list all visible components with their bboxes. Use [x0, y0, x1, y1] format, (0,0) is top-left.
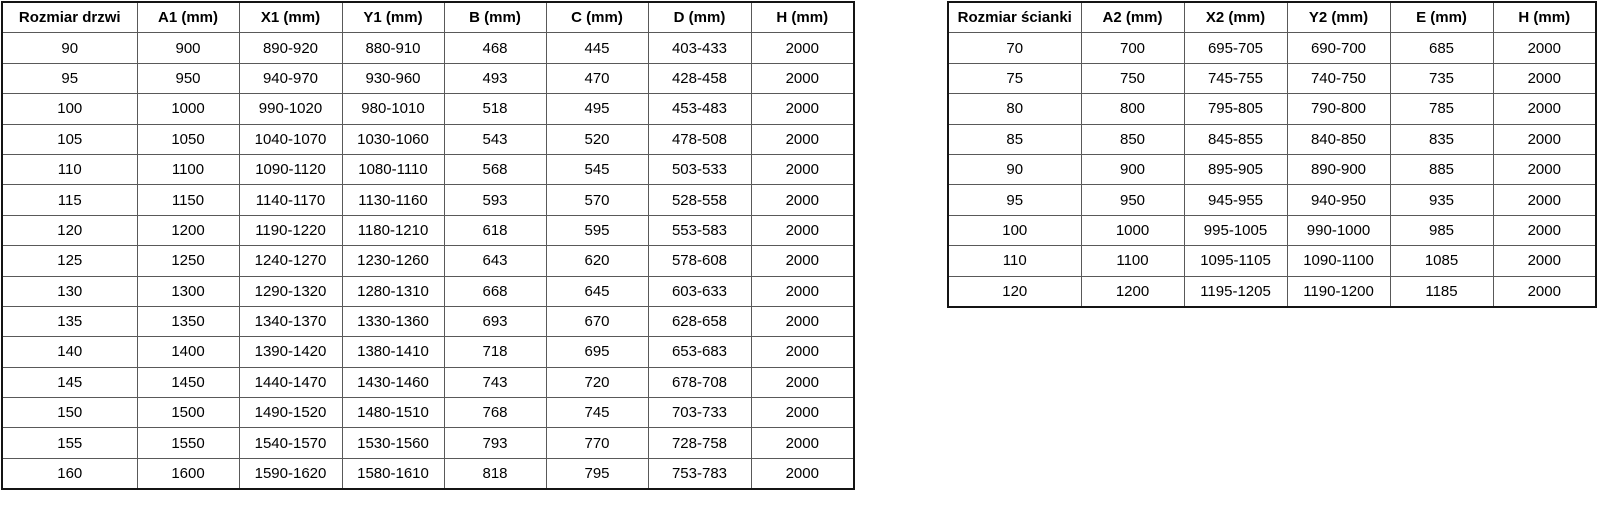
- table-cell: 95: [2, 63, 137, 93]
- table-cell: 470: [546, 63, 648, 93]
- table-cell: 1390-1420: [239, 337, 342, 367]
- table-cell: 545: [546, 154, 648, 184]
- table-cell: 1380-1410: [342, 337, 444, 367]
- table-cell: 2000: [751, 215, 854, 245]
- table-cell: 150: [2, 398, 137, 428]
- table-row: [948, 215, 1596, 245]
- table-cell: 1130-1160: [342, 185, 444, 215]
- table-row: [2, 33, 854, 63]
- table-cell: 495: [546, 94, 648, 124]
- table-cell: 945-955: [1184, 185, 1287, 215]
- table-cell: 110: [2, 154, 137, 184]
- table-cell: 1200: [1081, 276, 1184, 307]
- table-cell: 2000: [751, 276, 854, 306]
- table-cell: 1085: [1390, 246, 1493, 276]
- door-table-header-row: [2, 2, 854, 33]
- table-cell: 120: [2, 215, 137, 245]
- table-row: [948, 63, 1596, 93]
- column-header-y2: Y2 (mm): [1287, 2, 1390, 33]
- table-cell: 1550: [137, 428, 239, 458]
- table-cell: 2000: [751, 367, 854, 397]
- table-cell: 693: [444, 306, 546, 336]
- table-cell: 880-910: [342, 33, 444, 63]
- table-cell: 1190-1200: [1287, 276, 1390, 307]
- table-cell: 2000: [751, 398, 854, 428]
- table-cell: 595: [546, 215, 648, 245]
- column-header-b: B (mm): [444, 2, 546, 33]
- table-cell: 890-900: [1287, 154, 1390, 184]
- table-cell: 2000: [1493, 33, 1596, 63]
- table-row: [948, 124, 1596, 154]
- table-row: [2, 428, 854, 458]
- table-cell: 1000: [137, 94, 239, 124]
- table-cell: 135: [2, 306, 137, 336]
- table-cell: 950: [137, 63, 239, 93]
- table-cell: 1500: [137, 398, 239, 428]
- table-cell: 155: [2, 428, 137, 458]
- table-cell: 1030-1060: [342, 124, 444, 154]
- table-cell: 543: [444, 124, 546, 154]
- table-cell: 1490-1520: [239, 398, 342, 428]
- table-cell: 790-800: [1287, 94, 1390, 124]
- table-row: [948, 94, 1596, 124]
- table-cell: 703-733: [648, 398, 751, 428]
- table-cell: 1190-1220: [239, 215, 342, 245]
- table-row: [948, 276, 1596, 307]
- table-cell: 1250: [137, 246, 239, 276]
- table-cell: 85: [948, 124, 1081, 154]
- table-cell: 745-755: [1184, 63, 1287, 93]
- table-cell: 478-508: [648, 124, 751, 154]
- table-cell: 678-708: [648, 367, 751, 397]
- table-cell: 2000: [1493, 94, 1596, 124]
- table-cell: 985: [1390, 215, 1493, 245]
- column-header-c: C (mm): [546, 2, 648, 33]
- table-cell: 2000: [751, 94, 854, 124]
- table-cell: 1450: [137, 367, 239, 397]
- table-cell: 100: [2, 94, 137, 124]
- table-row: [948, 154, 1596, 184]
- column-header-h2: H (mm): [1493, 2, 1596, 33]
- table-cell: 1040-1070: [239, 124, 342, 154]
- table-cell: 1000: [1081, 215, 1184, 245]
- table-cell: 2000: [1493, 154, 1596, 184]
- table-cell: 785: [1390, 94, 1493, 124]
- table-cell: 130: [2, 276, 137, 306]
- table-row: [2, 94, 854, 124]
- table-cell: 1530-1560: [342, 428, 444, 458]
- table-cell: 518: [444, 94, 546, 124]
- table-cell: 700: [1081, 33, 1184, 63]
- table-cell: 653-683: [648, 337, 751, 367]
- table-cell: 818: [444, 458, 546, 489]
- table-cell: 990-1020: [239, 94, 342, 124]
- table-cell: 1430-1460: [342, 367, 444, 397]
- column-header-a2: A2 (mm): [1081, 2, 1184, 33]
- table-row: [2, 367, 854, 397]
- table-cell: 2000: [751, 154, 854, 184]
- table-cell: 453-483: [648, 94, 751, 124]
- table-cell: 668: [444, 276, 546, 306]
- table-cell: 140: [2, 337, 137, 367]
- table-cell: 743: [444, 367, 546, 397]
- table-cell: 1350: [137, 306, 239, 336]
- table-cell: 120: [948, 276, 1081, 307]
- table-cell: 850: [1081, 124, 1184, 154]
- table-cell: 568: [444, 154, 546, 184]
- table-cell: 1240-1270: [239, 246, 342, 276]
- table-cell: 2000: [1493, 215, 1596, 245]
- table-cell: 90: [2, 33, 137, 63]
- table-row: [948, 33, 1596, 63]
- table-cell: 1290-1320: [239, 276, 342, 306]
- wall-sizes-table: [947, 1, 1597, 308]
- table-cell: 793: [444, 428, 546, 458]
- column-header-d: D (mm): [648, 2, 751, 33]
- wall-table-header-row: [948, 2, 1596, 33]
- table-cell: 1540-1570: [239, 428, 342, 458]
- table-cell: 2000: [751, 246, 854, 276]
- table-cell: 768: [444, 398, 546, 428]
- table-cell: 2000: [751, 337, 854, 367]
- table-cell: 115: [2, 185, 137, 215]
- table-cell: 80: [948, 94, 1081, 124]
- table-cell: 593: [444, 185, 546, 215]
- table-cell: 105: [2, 124, 137, 154]
- table-cell: 1400: [137, 337, 239, 367]
- table-cell: 528-558: [648, 185, 751, 215]
- table-cell: 553-583: [648, 215, 751, 245]
- table-cell: 645: [546, 276, 648, 306]
- table-cell: 940-970: [239, 63, 342, 93]
- table-row: [2, 215, 854, 245]
- table-cell: 2000: [751, 458, 854, 489]
- door-sizes-table: [1, 1, 855, 490]
- table-cell: 750: [1081, 63, 1184, 93]
- table-cell: 753-783: [648, 458, 751, 489]
- table-cell: 520: [546, 124, 648, 154]
- table-cell: 795-805: [1184, 94, 1287, 124]
- table-cell: 950: [1081, 185, 1184, 215]
- table-cell: 145: [2, 367, 137, 397]
- table-row: [948, 246, 1596, 276]
- table-cell: 995-1005: [1184, 215, 1287, 245]
- table-cell: 1185: [1390, 276, 1493, 307]
- table-cell: 1095-1105: [1184, 246, 1287, 276]
- table-cell: 695-705: [1184, 33, 1287, 63]
- table-cell: 980-1010: [342, 94, 444, 124]
- table-cell: 90: [948, 154, 1081, 184]
- column-header-x2: X2 (mm): [1184, 2, 1287, 33]
- table-cell: 2000: [1493, 63, 1596, 93]
- table-cell: 75: [948, 63, 1081, 93]
- table-cell: 2000: [751, 33, 854, 63]
- table-cell: 445: [546, 33, 648, 63]
- column-header-e: E (mm): [1390, 2, 1493, 33]
- table-cell: 628-658: [648, 306, 751, 336]
- table-cell: 845-855: [1184, 124, 1287, 154]
- table-cell: 1330-1360: [342, 306, 444, 336]
- table-cell: 840-850: [1287, 124, 1390, 154]
- table-cell: 940-950: [1287, 185, 1390, 215]
- table-cell: 890-920: [239, 33, 342, 63]
- column-header-a1: A1 (mm): [137, 2, 239, 33]
- table-cell: 2000: [1493, 124, 1596, 154]
- table-row: [2, 63, 854, 93]
- column-header-x1: X1 (mm): [239, 2, 342, 33]
- table-cell: 795: [546, 458, 648, 489]
- column-header-rozmiar-scianki: Rozmiar ścianki: [948, 2, 1081, 33]
- table-cell: 1230-1260: [342, 246, 444, 276]
- column-header-y1: Y1 (mm): [342, 2, 444, 33]
- table-cell: 643: [444, 246, 546, 276]
- table-cell: 1090-1100: [1287, 246, 1390, 276]
- table-cell: 735: [1390, 63, 1493, 93]
- table-cell: 770: [546, 428, 648, 458]
- table-cell: 1200: [137, 215, 239, 245]
- table-cell: 1440-1470: [239, 367, 342, 397]
- table-cell: 835: [1390, 124, 1493, 154]
- table-cell: 1090-1120: [239, 154, 342, 184]
- table-cell: 900: [137, 33, 239, 63]
- table-row: [2, 154, 854, 184]
- table-cell: 503-533: [648, 154, 751, 184]
- table-cell: 620: [546, 246, 648, 276]
- table-cell: 1150: [137, 185, 239, 215]
- table-row: [2, 246, 854, 276]
- door-table-body: [2, 33, 854, 489]
- wall-table-body: [948, 33, 1596, 307]
- column-header-h: H (mm): [751, 2, 854, 33]
- table-cell: 1100: [1081, 246, 1184, 276]
- table-cell: 403-433: [648, 33, 751, 63]
- table-cell: 1340-1370: [239, 306, 342, 336]
- table-cell: 720: [546, 367, 648, 397]
- table-cell: 718: [444, 337, 546, 367]
- table-cell: 100: [948, 215, 1081, 245]
- table-cell: 2000: [751, 306, 854, 336]
- table-cell: 110: [948, 246, 1081, 276]
- table-cell: 2000: [751, 185, 854, 215]
- table-cell: 125: [2, 246, 137, 276]
- table-row: [2, 458, 854, 489]
- table-cell: 570: [546, 185, 648, 215]
- table-cell: 935: [1390, 185, 1493, 215]
- table-row: [948, 185, 1596, 215]
- table-cell: 1600: [137, 458, 239, 489]
- table-row: [2, 124, 854, 154]
- table-cell: 493: [444, 63, 546, 93]
- table-cell: 1140-1170: [239, 185, 342, 215]
- table-cell: 1050: [137, 124, 239, 154]
- table-cell: 1590-1620: [239, 458, 342, 489]
- table-cell: 468: [444, 33, 546, 63]
- table-cell: 685: [1390, 33, 1493, 63]
- table-cell: 428-458: [648, 63, 751, 93]
- table-cell: 1300: [137, 276, 239, 306]
- table-cell: 900: [1081, 154, 1184, 184]
- table-cell: 1100: [137, 154, 239, 184]
- table-row: [2, 337, 854, 367]
- table-cell: 728-758: [648, 428, 751, 458]
- table-cell: 800: [1081, 94, 1184, 124]
- table-row: [2, 398, 854, 428]
- table-cell: 2000: [1493, 185, 1596, 215]
- table-row: [2, 185, 854, 215]
- column-header-rozmiar-drzwi: Rozmiar drzwi: [2, 2, 137, 33]
- table-cell: 1195-1205: [1184, 276, 1287, 307]
- table-cell: 2000: [1493, 246, 1596, 276]
- table-cell: 690-700: [1287, 33, 1390, 63]
- table-cell: 930-960: [342, 63, 444, 93]
- table-cell: 1080-1110: [342, 154, 444, 184]
- table-cell: 2000: [751, 428, 854, 458]
- table-cell: 2000: [751, 124, 854, 154]
- table-cell: 618: [444, 215, 546, 245]
- table-cell: 160: [2, 458, 137, 489]
- table-cell: 740-750: [1287, 63, 1390, 93]
- table-cell: 2000: [1493, 276, 1596, 307]
- table-cell: 990-1000: [1287, 215, 1390, 245]
- table-cell: 1280-1310: [342, 276, 444, 306]
- table-cell: 603-633: [648, 276, 751, 306]
- table-row: [2, 276, 854, 306]
- table-cell: 70: [948, 33, 1081, 63]
- table-cell: 695: [546, 337, 648, 367]
- table-cell: 745: [546, 398, 648, 428]
- table-row: [2, 306, 854, 336]
- table-cell: 1580-1610: [342, 458, 444, 489]
- table-cell: 885: [1390, 154, 1493, 184]
- table-cell: 578-608: [648, 246, 751, 276]
- table-cell: 1180-1210: [342, 215, 444, 245]
- table-cell: 1480-1510: [342, 398, 444, 428]
- table-cell: 670: [546, 306, 648, 336]
- table-cell: 2000: [751, 63, 854, 93]
- table-cell: 95: [948, 185, 1081, 215]
- table-cell: 895-905: [1184, 154, 1287, 184]
